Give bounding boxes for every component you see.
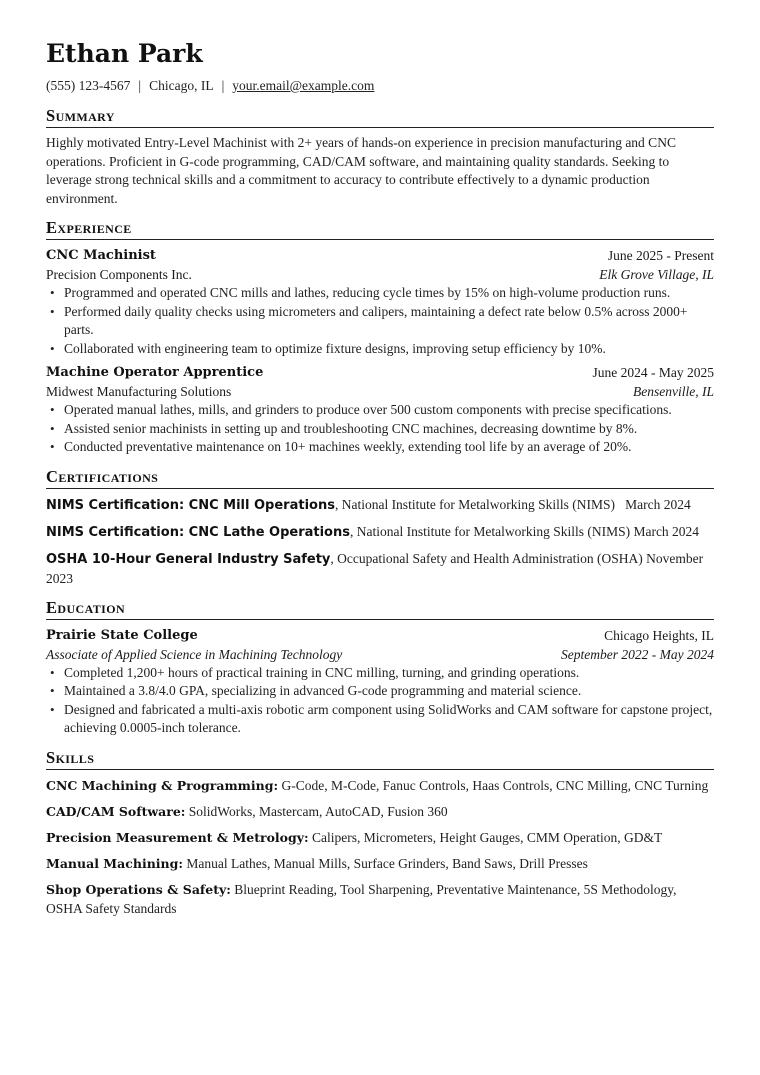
separator: | [221,78,225,93]
job-bullets [46,284,714,358]
list-item: • Programmed and operated CNC mills and lathes, reducing cycle times by 15% on high-volume production runs. [64,284,714,303]
skill-list: G-Code, M-Code, Fanuc Controls, Haas Controls, CNC Milling, CNC Turning [278,777,709,793]
certification-detail: , Occupational Safety and Health Administration (OSHA) November 2023 [46,550,704,586]
section-title-experience: Experience [46,218,714,240]
section-title-education: Education [46,598,714,620]
list-item: • Operated manual lathes, mills, and grinders to produce over 500 custom components with precise specifications. [64,401,714,420]
job-role: CNC Machinist [46,248,156,263]
email-link[interactable]: your.email@example.com [232,78,375,93]
skill-category: Precision Measurement & Metrology: [46,829,309,845]
job-location: Bensenville, IL [633,384,714,399]
job-entry [46,363,714,457]
job-company: Midwest Manufacturing Solutions [46,384,232,399]
job-bullets [46,401,714,457]
skill-list: SolidWorks, Mastercam, AutoCAD, Fusion 360 [185,803,448,819]
skill-item [46,776,714,795]
section-title-skills: Skills [46,748,714,770]
section-title-summary: Summary [46,106,714,128]
job-dates: June 2025 - Present [607,248,714,263]
certification-name: OSHA 10-Hour General Industry Safety [46,551,331,567]
job-subheader [46,265,714,284]
section-title-certifications: Certifications [46,467,714,489]
separator: | [138,78,142,93]
certification-name: NIMS Certification: CNC Mill Operations [46,497,335,513]
certification-item [46,522,714,542]
school-name: Prairie State College [46,627,198,643]
list-item: • Assisted senior machinists in setting up and troubleshooting CNC machines, decreasing downtime by 8%. [64,420,714,439]
certification-item [46,495,714,515]
location: Chicago, IL [149,78,214,93]
certification-name: NIMS Certification: CNC Lathe Operations [46,524,350,540]
skill-list: Manual Lathes, Manual Mills, Surface Grinders, Band Saws, Drill Presses [182,855,588,871]
skill-list: Blueprint Reading, Tool Sharpening, Preventative Maintenance, 5S Methodology, OSHA Safety Standards [46,881,677,916]
job-location: Elk Grove Village, IL [599,267,714,282]
job-header [46,246,714,265]
education-dates: September 2022 - May 2024 [561,646,714,662]
list-item: • Maintained a 3.8/4.0 GPA, specializing in advanced G-code programming and material science. [64,682,714,701]
certification-detail: , National Institute for Metalworking Skills (NIMS) March 2024 [349,523,700,539]
skill-category: CAD/CAM Software: [46,803,186,819]
list-item: • Conducted preventative maintenance on 10+ machines weekly, extending tool life by an average of 20%. [64,438,714,457]
skill-category: Shop Operations & Safety: [46,881,231,897]
skill-item [46,828,714,847]
job-role: Machine Operator Apprentice [46,365,264,380]
skill-category: CNC Machining & Programming: [46,777,279,793]
skill-item [46,854,714,873]
job-header [46,363,714,382]
candidate-name: Ethan Park [46,39,203,68]
job-dates: June 2024 - May 2025 [592,365,714,380]
school-location: Chicago Heights, IL [604,627,714,643]
education-subheader [46,645,714,664]
contact-line [46,76,714,96]
job-entry [46,246,714,358]
skill-category: Manual Machining: [46,855,183,871]
phone: (555) 123-4567 [46,78,131,93]
list-item: • Collaborated with engineering team to optimize fixture designs, improving setup efficiency by 10%. [64,340,714,359]
certification-item [46,549,714,588]
degree: Associate of Applied Science in Machining Technology [46,646,343,662]
list-item: • Designed and fabricated a multi-axis robotic arm component using SolidWorks and CAM software for capstone project, achieving 0.0005-inch tolerance. [64,701,714,738]
certification-detail: , National Institute for Metalworking Skills (NIMS) March 2024 [334,496,691,512]
skill-item [46,802,714,821]
education-bullets [46,664,714,738]
skill-list: Calipers, Micrometers, Height Gauges, CMM Operation, GD&T [308,829,663,845]
summary-text: Highly motivated Entry-Level Machinist with 2+ years of hands-on experience in precision manufacturing and CNC operations. Proficient in G-code programming, CAD/CAM software, and maintaining quality standards. Seeking to leverage strong technical skills and a commitment to accuracy to contribute effectively to a dynamic production environment. [46,135,676,206]
skill-item [46,880,714,918]
job-subheader [46,382,714,401]
education-header [46,626,714,645]
list-item: • Completed 1,200+ hours of practical training in CNC milling, turning, and grinding operations. [64,664,714,683]
list-item: • Performed daily quality checks using micrometers and calipers, maintaining a defect rate below 0.5% across 2000+ parts. [64,303,714,340]
job-company: Precision Components Inc. [46,267,192,282]
